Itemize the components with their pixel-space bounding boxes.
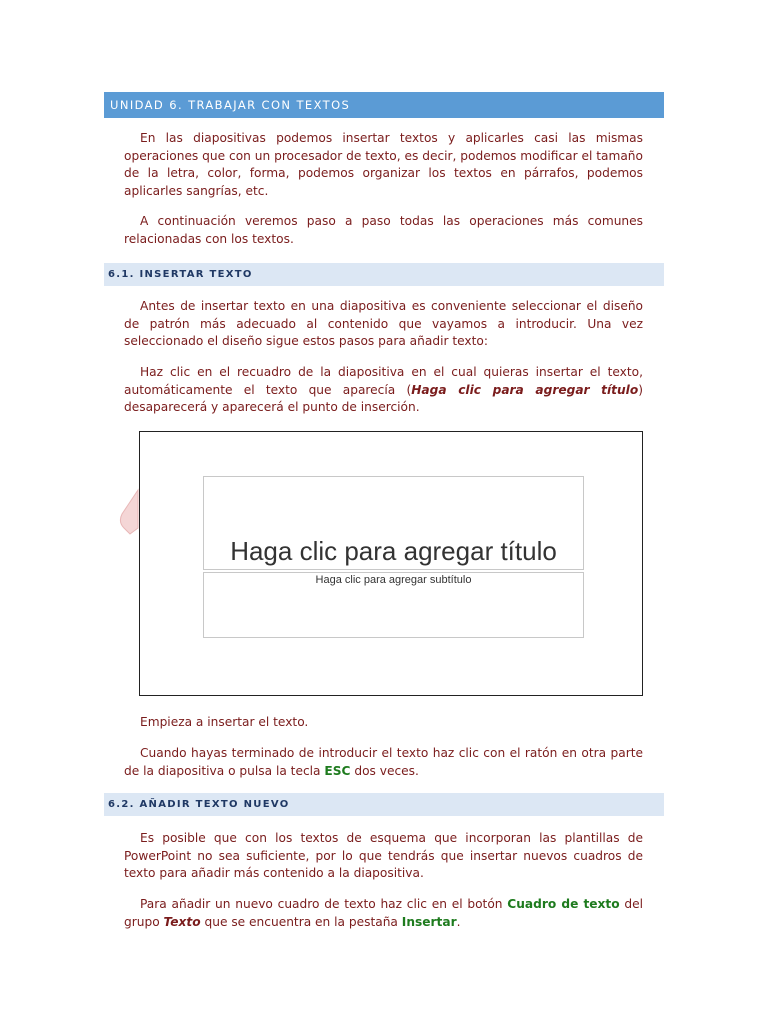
slide-preview [139, 431, 643, 696]
section1-p2-part-b: ) desaparecerá y aparecerá el punto de inserción. [124, 382, 643, 414]
section-heading-anadir-texto: 6.2. AÑADIR TEXTO NUEVO [104, 793, 664, 816]
section1-p4-part-b: dos veces. [350, 763, 419, 778]
section2-p2-part-b: del grupo [124, 897, 643, 929]
section1-paragraph-3: Empieza a insertar el texto. [140, 715, 309, 729]
section1-paragraph-4 [124, 745, 643, 780]
section2-paragraph-2 [124, 896, 643, 931]
section1-p4-part-a: Cuando hayas terminado de introducir el texto haz clic con el ratón en otra parte de la diapositiva o pulsa la tecla [124, 746, 643, 778]
section2-p2-part-c: que se encuentra en la pestaña [200, 914, 402, 929]
subtitle-placeholder-text: Haga clic para agregar subtítulo [315, 574, 472, 586]
unit-heading: UNIDAD 6. TRABAJAR CON TEXTOS [104, 92, 664, 118]
cuadro-de-texto-button-label: Cuadro de texto [507, 897, 620, 911]
texto-group-label: Texto [163, 914, 201, 929]
section1-paragraph-2 [124, 364, 643, 417]
intro-paragraph-2: A continuación veremos paso a paso todas las operaciones más comunes relacionadas con los textos. [124, 214, 643, 246]
section1-p2-part-a: Haz clic en el recuadro de la diapositiva en el cual quieras insertar el texto, automáticamente el texto que aparecía ( [124, 365, 643, 397]
title-placeholder-reference: Haga clic para agregar título [411, 382, 639, 397]
insertar-tab-label: Insertar [401, 914, 457, 929]
section2-p2-part-d: . [456, 914, 461, 929]
section2-paragraph-1: Es posible que con los textos de esquema que incorporan las plantillas de PowerPoint no sea suficiente, por lo que tendrás que insertar nuevos cuadros de texto para añadir más contenido a la diapositiva. [124, 831, 643, 880]
decorative-ribbon-shape [118, 488, 140, 536]
title-placeholder-box[interactable] [203, 476, 584, 570]
title-placeholder-text: Haga clic para agregar título [230, 536, 557, 566]
subtitle-placeholder-box[interactable] [203, 572, 584, 638]
section1-paragraph-1: Antes de insertar texto en una diapositiva es conveniente seleccionar el diseño de patrón más adecuado al contenido que vayamos a introducir. Una vez seleccionado el diseño sigue estos pasos para añadir texto: [124, 299, 643, 348]
section-heading-insertar-texto: 6.1. INSERTAR TEXTO [104, 263, 664, 286]
section2-p2-part-a: Para añadir un nuevo cuadro de texto haz clic en el botón [140, 897, 508, 911]
esc-key-label: ESC [324, 763, 351, 778]
intro-paragraph-1: En las diapositivas podemos insertar textos y aplicarles casi las mismas operaciones que con un procesador de texto, es decir, podemos modificar el tamaño de la letra, color, forma, podemos organizar los textos en párrafos, podemos aplicarles sangrías, etc. [124, 131, 643, 198]
